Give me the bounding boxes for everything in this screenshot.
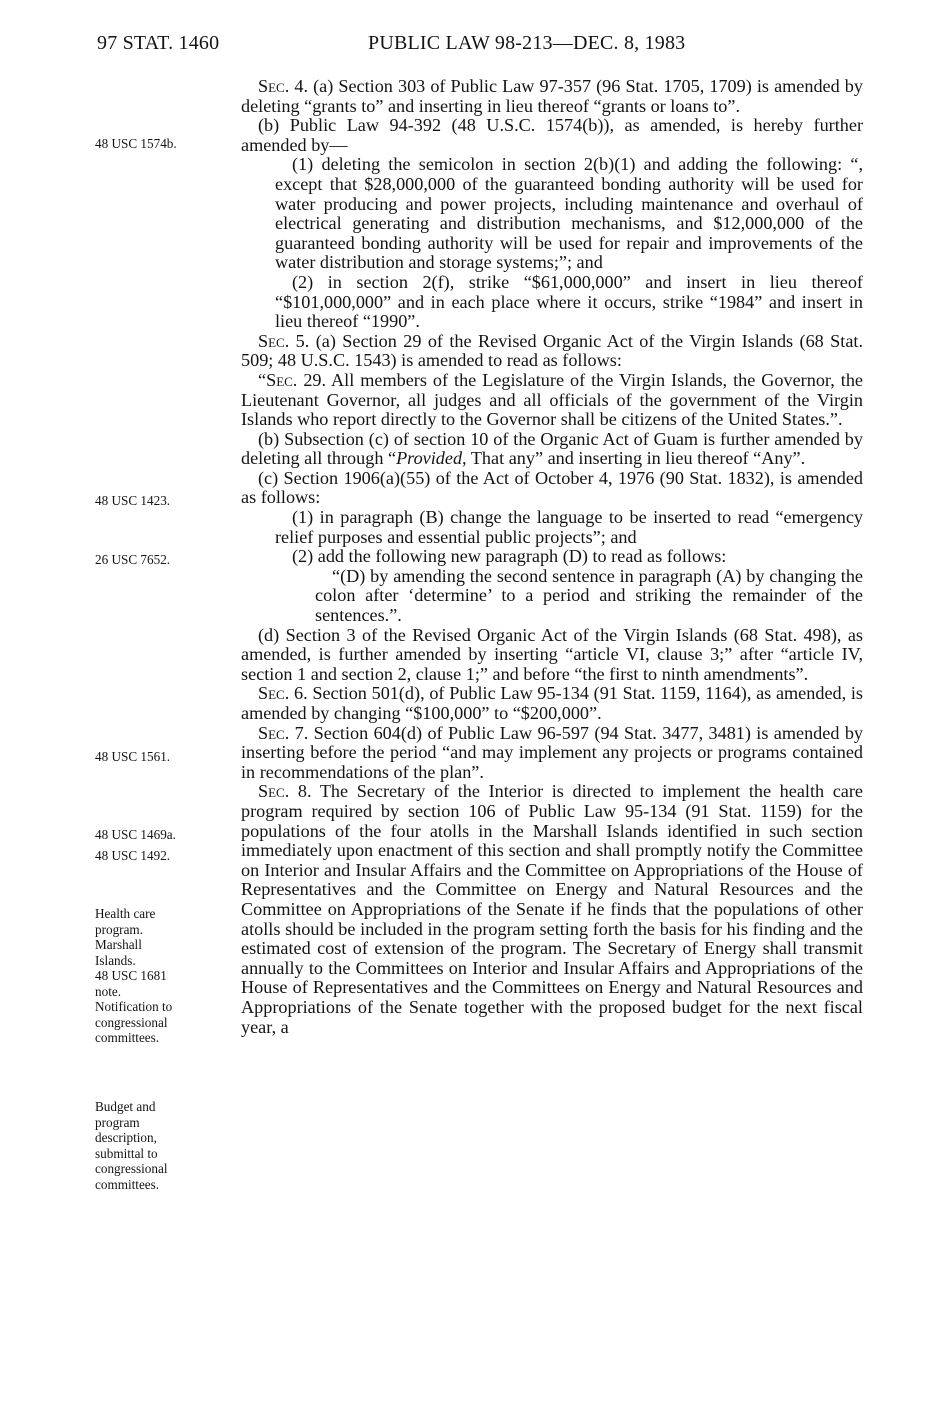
margin-note-line: Budget and: [95, 1099, 156, 1114]
margin-note-line: program.: [95, 921, 143, 937]
section-label: Sec. 7.: [258, 722, 309, 743]
section-7: [241, 724, 863, 783]
section-label: Sec. 6.: [258, 683, 308, 704]
margin-note-line: program: [95, 1114, 140, 1130]
section-4b-1: (1) deleting the semicolon in section 2(b)(1) and adding the following: “, except that $28,000,000 of the guaranteed bonding authority will be used for water producing and power projects, including maintenance and overhaul of electrical generating and distribution mechanisms, and $12,000,000 of the guaranteed bonding authority will be used for repair and improvements of the water distribution and storage systems;”; and: [275, 154, 863, 273]
section-4b: (b) Public Law 94-392 (48 U.S.C. 1574(b)), as amended, is hereby further amended by—: [241, 115, 863, 155]
proviso-italic: Provided,: [396, 448, 467, 469]
margin-note-line: note.: [95, 983, 122, 999]
section-text: (a) Section 29 of the Revised Organic Act of the Virgin Islands (68 Stat. 509; 48 U.S.C. 1543) is amended to read as follows:: [241, 330, 863, 371]
margin-note-48usc1492: 48 USC 1492.: [95, 848, 171, 863]
section-4a: [241, 77, 863, 116]
margin-note-line: Health care: [95, 906, 156, 921]
section-text: (a) Section 303 of Public Law 97-357 (96 Stat. 1705, 1709) is amended by deleting “grants to” and inserting in lieu thereof “grants or loans to”.: [241, 76, 863, 116]
section-text: Section 501(d), of Public Law 95-134 (91 Stat. 1159, 1164), as amended, is amended by changing “$100,000” to “$200,000”.: [241, 683, 863, 723]
section-29-quote: [241, 371, 863, 430]
margin-note-line: description,: [95, 1130, 157, 1145]
margin-note-line: congressional: [95, 1161, 168, 1176]
section-8: [241, 782, 863, 1037]
margin-note-line: Notification to: [95, 999, 173, 1014]
section-text: All members of the Legislature of the Virgin Islands, the Governor, the Lieutenant Governor, all judges and all officials of the government of the Virgin Islands who report directly to the Governor shall be citizens of the United States.”.: [241, 369, 863, 430]
section-label: Sec. 8.: [258, 781, 312, 802]
margin-note-48usc1423: 48 USC 1423.: [95, 493, 171, 508]
section-5c-1: (1) in paragraph (B) change the language to be inserted to read “emergency relief purposes and essential public projects”; and: [275, 507, 863, 547]
margin-note-line: submittal to: [95, 1145, 158, 1161]
running-head: PUBLIC LAW 98-213—DEC. 8, 1983: [368, 32, 686, 54]
section-label: Sec. 29.: [266, 369, 327, 390]
open-quote: “: [258, 369, 267, 390]
section-text: Section 604(d) of Public Law 96-597 (94 Stat. 3477, 3481) is amended by inserting before the period “and may implement any projects or programs contained in recommendations of the plan”.: [241, 722, 864, 782]
margin-note-line: committees.: [95, 1176, 160, 1192]
section-5c-2: (2) add the following new paragraph (D) to read as follows:: [292, 546, 727, 567]
section-6: [241, 684, 863, 723]
margin-note-line: Marshall: [95, 937, 142, 952]
section-5a: [241, 332, 863, 371]
section-label: Sec. 5.: [258, 330, 310, 351]
margin-note-health-care: [95, 906, 235, 1046]
margin-note-line: committees.: [95, 1030, 160, 1045]
section-text: (b) Subsection (c) of section 10 of the Organic Act of Guam is further amended by deleting all through “: [241, 428, 863, 469]
page-citation: 97 STAT. 1460: [97, 32, 220, 54]
margin-note-48usc1574b: 48 USC 1574b.: [95, 136, 177, 151]
margin-note-line: Islands.: [95, 952, 136, 968]
section-4b-2: (2) in section 2(f), strike “$61,000,000” and insert in lieu thereof “$101,000,000” and in each place where it occurs, strike “1984” and insert in lieu thereof “1990”.: [275, 271, 863, 332]
section-text: The Secretary of the Interior is directed to implement the health care program required by section 106 of Public Law 95-134 (91 Stat. 1159) for the populations of the four atolls in the Marshall Islands identified in such section immediately upon enactment of this section and shall promptly notify the Committee on Interior and Insular Affairs and the Committee on Appropriations of the House of Representatives and the Committee on Energy and Natural Resources and the Committee on Appropriations of the Senate if he finds that the populations of other atolls should be included in the program setting forth the basis for his finding and the estimated cost of extension of the program. The Secretary of Energy shall transmit annually to the Committees on Interior and Insular Affairs and Appropriations of the House of Representatives and the Committees on Energy and Natural Resources and Appropriations of the Senate together with the proposed budget for the next fiscal year, a: [241, 781, 863, 1037]
section-5d: (d) Section 3 of the Revised Organic Act of the Virgin Islands (68 Stat. 498), as amended, is further amended by inserting “article VI, clause 3;” after “article IV, section 1 and section 2, clause 1;” and before “the first to ninth amendments”.: [241, 624, 863, 684]
margin-note-line: congressional: [95, 1014, 168, 1030]
section-5c-2-D: “(D) by amending the second sentence in paragraph (A) by changing the colon after ‘determine’ to a period and striking the remainder of the sentences.”.: [315, 565, 863, 626]
margin-note-line: 48 USC 1681: [95, 968, 167, 983]
section-label: Sec. 4.: [258, 76, 308, 96]
section-5b: [241, 430, 863, 469]
section-text: That any” and inserting in lieu thereof “Any”.: [466, 448, 806, 469]
margin-note-26usc7652: 26 USC 7652.: [95, 552, 171, 567]
margin-note-48usc1561: 48 USC 1561.: [95, 749, 171, 764]
margin-note-budget: [95, 1099, 235, 1192]
section-5c: (c) Section 1906(a)(55) of the Act of October 4, 1976 (90 Stat. 1832), is amended as follows:: [241, 467, 863, 508]
margin-note-48usc1469a: 48 USC 1469a.: [95, 827, 176, 842]
statute-body: [241, 77, 863, 1037]
